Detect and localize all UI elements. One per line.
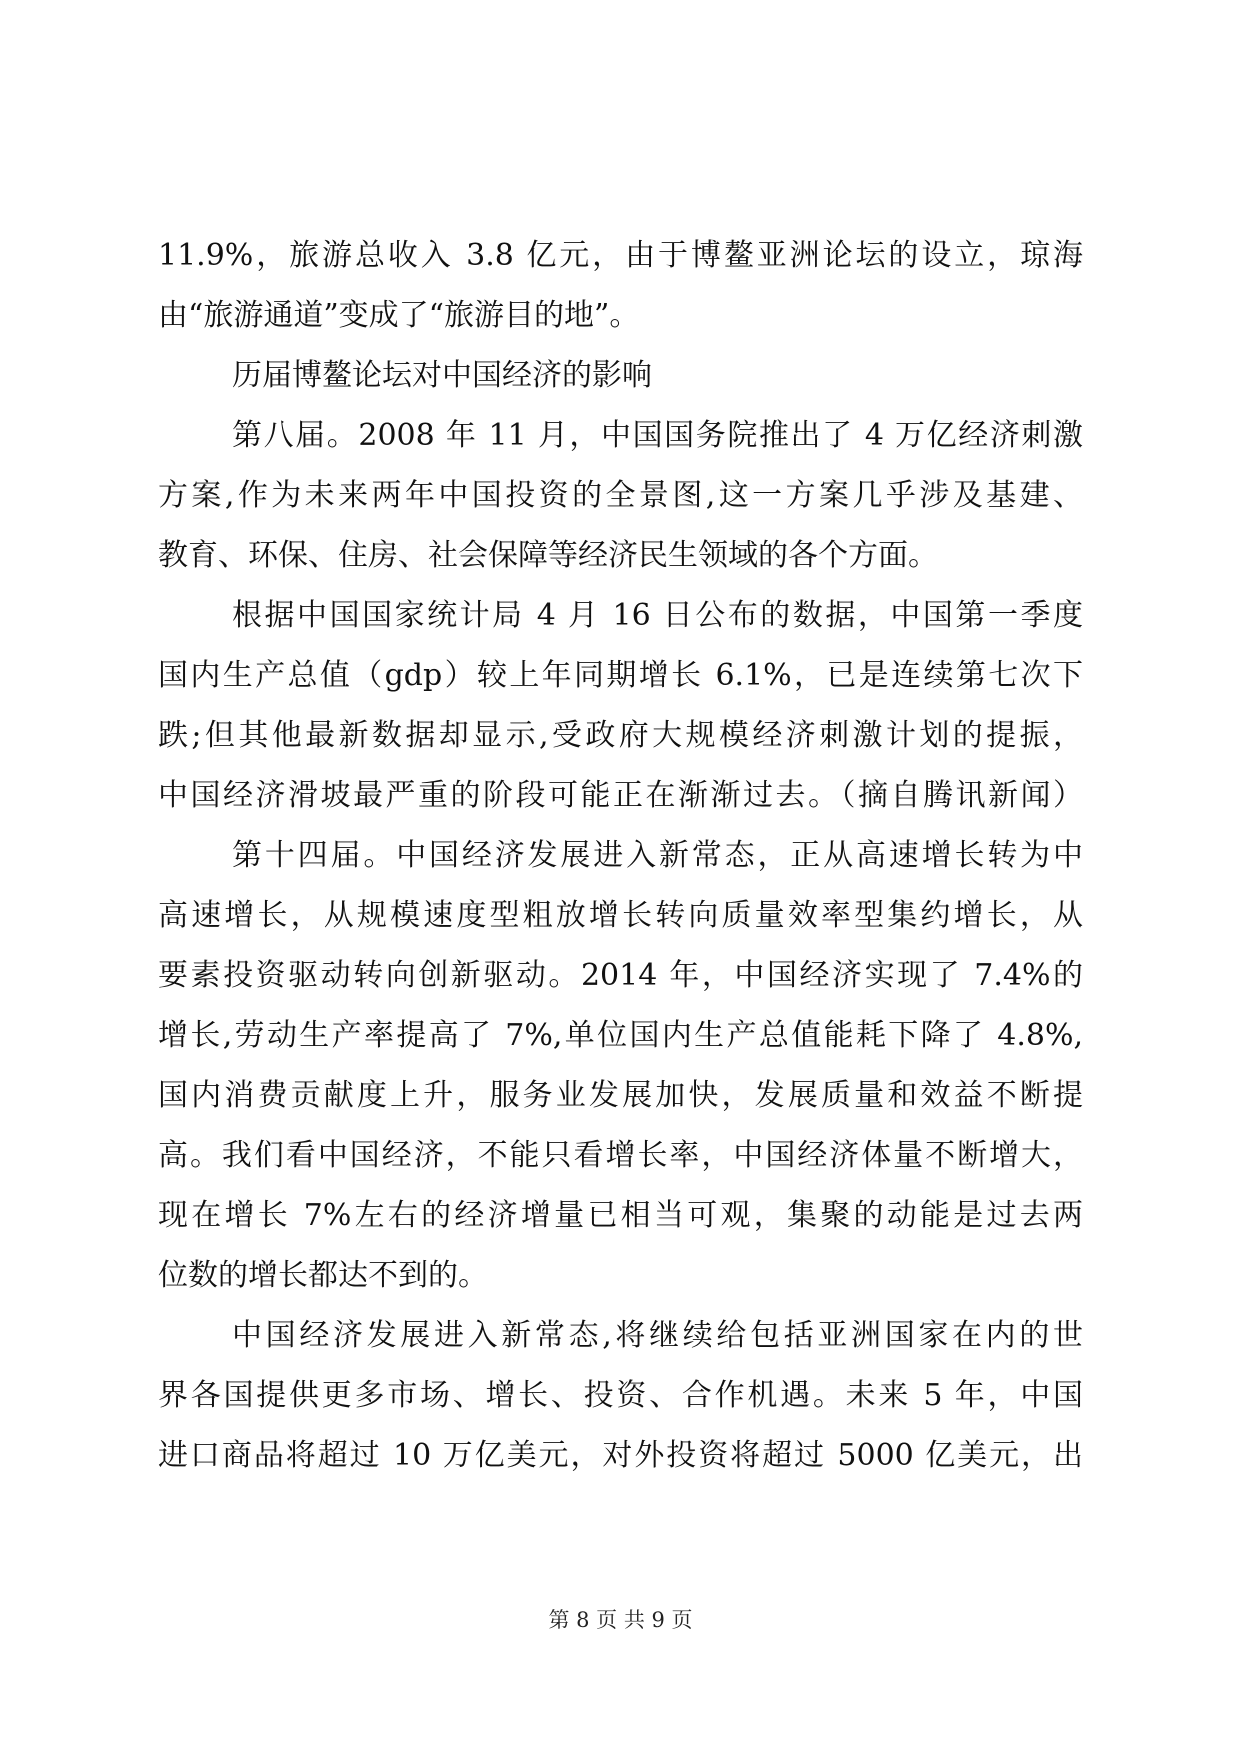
text-line: 11.9%，旅游总收入 3.8 亿元，由于博鳌亚洲论坛的设立，琼海 xyxy=(158,238,1083,273)
text-line: 高。我们看中国经济，不能只看增长率，中国经济体量不断增大， xyxy=(158,1138,1083,1173)
text-line: 中国经济发展进入新常态,将继续给包括亚洲国家在内的世 xyxy=(232,1318,1083,1353)
text-line: 国内消费贡献度上升，服务业发展加快，发展质量和效益不断提 xyxy=(158,1078,1083,1113)
text-line: 第十四届。中国经济发展进入新常态，正从高速增长转为中 xyxy=(232,838,1083,873)
document-body xyxy=(158,226,1083,1486)
text-line: 方案,作为未来两年中国投资的全景图,这一方案几乎涉及基建、 xyxy=(158,478,1083,513)
page-number-footer: 第 8 页 共 9 页 xyxy=(548,1608,693,1632)
text-line: 根据中国国家统计局 4 月 16 日公布的数据，中国第一季度 xyxy=(232,598,1083,633)
section-heading: 历届博鳌论坛对中国经济的影响 xyxy=(232,358,652,393)
text-line: 教育、环保、住房、社会保障等经济民生领域的各个方面。 xyxy=(158,538,938,573)
text-line: 第八届。2008 年 11 月，中国国务院推出了 4 万亿经济刺激 xyxy=(232,418,1083,453)
text-line: 高速增长，从规模速度型粗放增长转向质量效率型集约增长，从 xyxy=(158,898,1083,933)
text-line: 界各国提供更多市场、增长、投资、合作机遇。未来 5 年，中国 xyxy=(158,1378,1083,1413)
text-line: 位数的增长都达不到的。 xyxy=(158,1258,488,1293)
text-line: 增长,劳动生产率提高了 7%,单位国内生产总值能耗下降了 4.8%, xyxy=(158,1018,1083,1053)
text-line: 跌;但其他最新数据却显示,受政府大规模经济刺激计划的提振， xyxy=(158,718,1083,753)
text-line: 由“旅游通道”变成了“旅游目的地”。 xyxy=(158,298,640,333)
text-line: 进口商品将超过 10 万亿美元，对外投资将超过 5000 亿美元，出 xyxy=(158,1438,1083,1473)
text-line: 要素投资驱动转向创新驱动。2014 年，中国经济实现了 7.4%的 xyxy=(158,958,1083,993)
text-line: 现在增长 7%左右的经济增量已相当可观，集聚的动能是过去两 xyxy=(158,1198,1083,1233)
text-line: 中国经济滑坡最严重的阶段可能正在渐渐过去。（摘自腾讯新闻） xyxy=(158,778,1083,813)
text-line: 国内生产总值（gdp）较上年同期增长 6.1%，已是连续第七次下 xyxy=(158,658,1083,693)
